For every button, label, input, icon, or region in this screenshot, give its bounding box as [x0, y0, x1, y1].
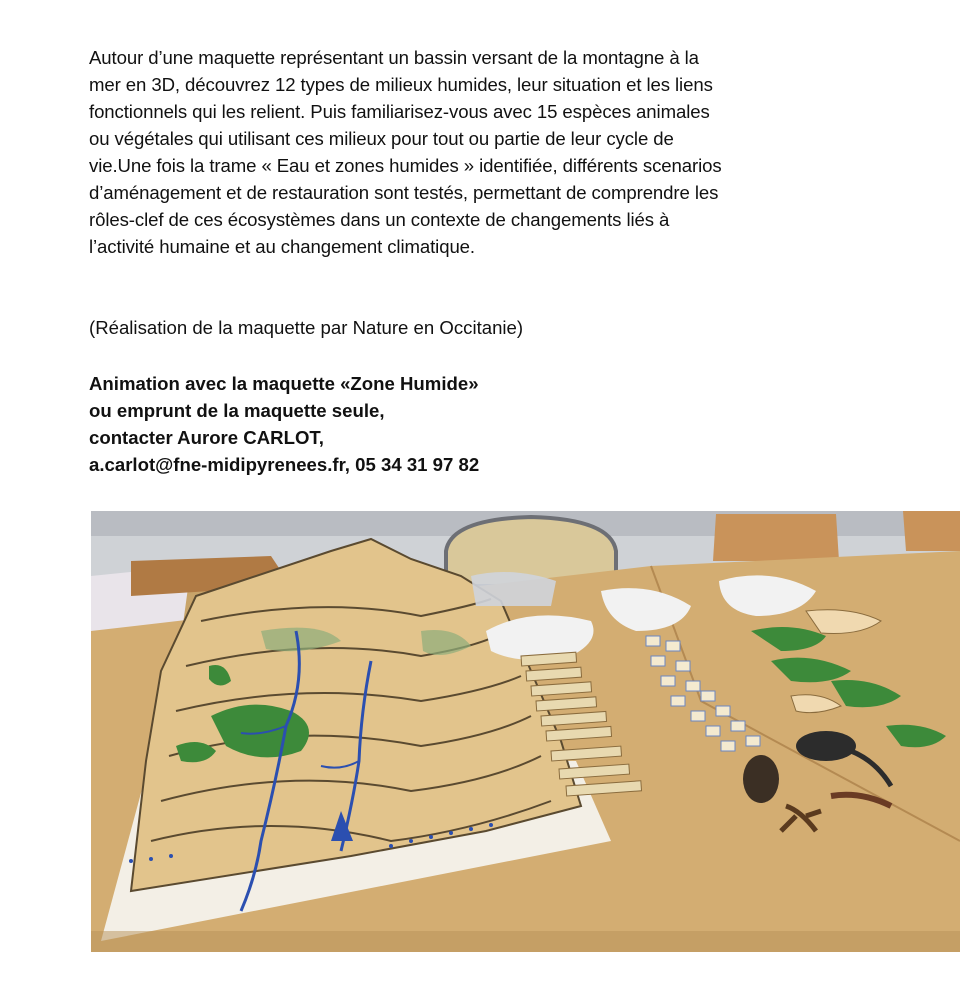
contact-line-2: ou emprunt de la maquette seule,	[89, 400, 385, 421]
contact-line-4: a.carlot@fne-midipyrenees.fr, 05 34 31 97 82	[89, 454, 480, 475]
contact-line-3: contacter Aurore CARLOT,	[89, 427, 324, 448]
description-text: Autour d’une maquette représentant un bassin versant de la montagne à la mer en 3D, découvrez 12 types de milieux humides, leur situation et les liens fonctionnels qui les relient. Puis familiarisez-vous avec 15 espèces animales ou végétales qui utilisant ces milieux pour tout ou partie de leur cycle de vie.Une fois la trame « Eau et zones humides » identifiée, différents scenarios d’aménagement et de restauration sont testés, permettant de comprendre les rôles-clef de ces écosystèmes dans un contexte de changements liés à l’activité humaine et au changement climatique.	[89, 47, 722, 257]
chair-back-far	[903, 511, 960, 551]
wetland-model-photo	[91, 511, 960, 952]
chair-back-right	[713, 514, 839, 561]
wetland-model-illustration	[91, 511, 960, 952]
credit-line: (Réalisation de la maquette par Nature en Occitanie)	[89, 317, 524, 338]
beaver-figurine	[743, 755, 779, 803]
contact-block	[89, 370, 479, 478]
mole-figurine	[796, 731, 856, 761]
description-paragraph	[89, 44, 729, 260]
contact-line-1: Animation avec la maquette «Zone Humide»	[89, 373, 479, 394]
